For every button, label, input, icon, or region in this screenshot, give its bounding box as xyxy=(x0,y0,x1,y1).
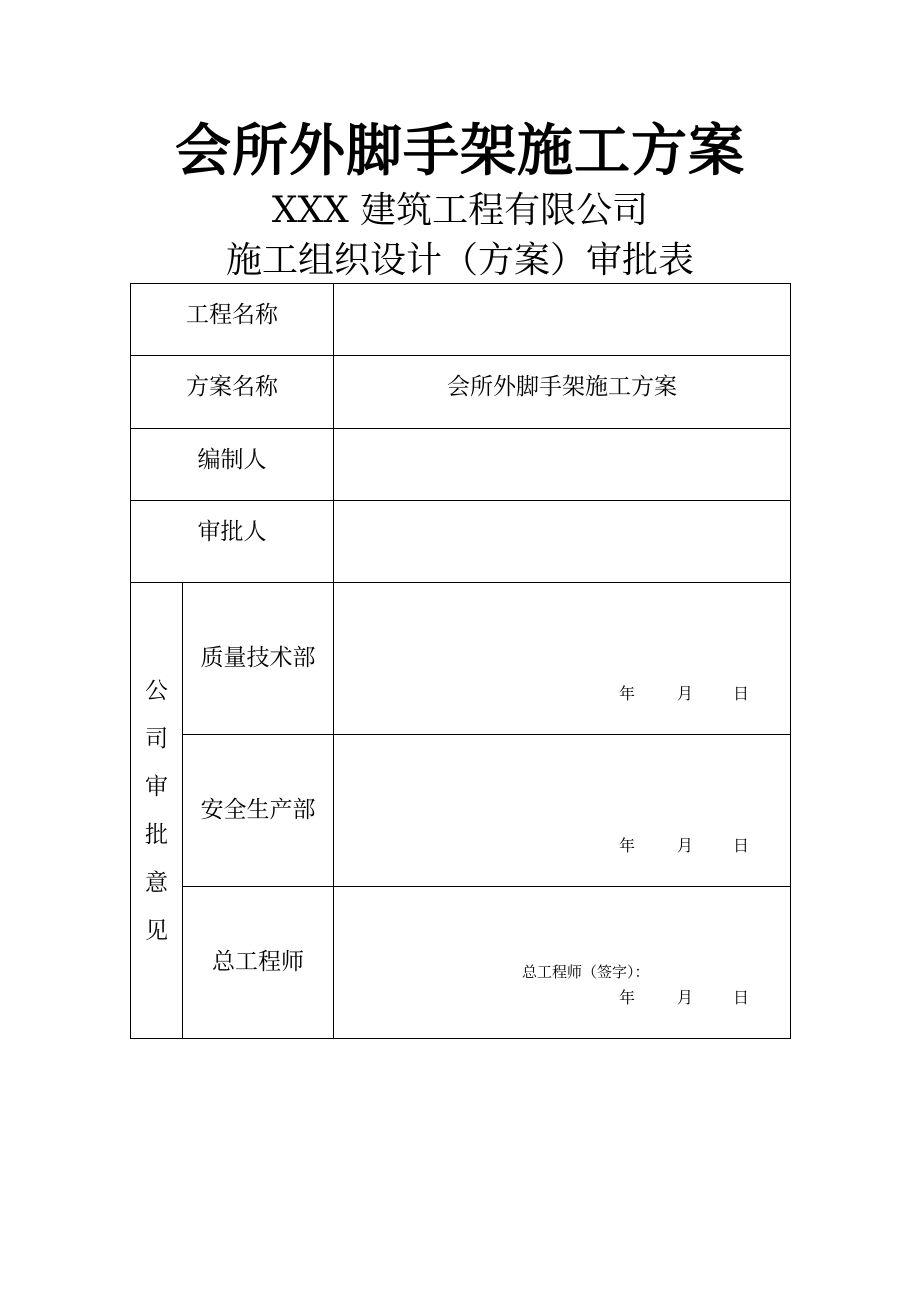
compiler-field[interactable] xyxy=(334,429,791,501)
approver-field[interactable] xyxy=(334,501,791,583)
approver-label: 审批人 xyxy=(131,501,334,583)
quality-dept-opinion[interactable] xyxy=(334,583,791,735)
quality-dept-row xyxy=(131,583,791,735)
company-opinion-label xyxy=(131,583,183,1039)
form-title: 施工组织设计（方案）审批表 xyxy=(225,240,694,281)
compiler-label: 编制人 xyxy=(131,429,334,501)
project-name-field[interactable] xyxy=(334,284,791,356)
company-opinion-char: 批 xyxy=(145,821,168,848)
plan-name-row xyxy=(131,356,791,429)
month-label: 月 xyxy=(677,836,694,855)
chief-engineer-label: 总工程师 xyxy=(183,887,334,1039)
year-label: 年 xyxy=(619,836,636,855)
day-label: 日 xyxy=(733,836,750,855)
chief-engineer-row xyxy=(131,887,791,1039)
safety-dept-label: 安全生产部 xyxy=(183,735,334,887)
safety-dept-opinion[interactable] xyxy=(334,735,791,887)
date-line xyxy=(619,833,749,856)
day-label: 日 xyxy=(733,988,750,1007)
company-opinion-char: 公 xyxy=(145,677,168,704)
year-label: 年 xyxy=(619,988,636,1007)
month-label: 月 xyxy=(677,988,694,1007)
year-label: 年 xyxy=(619,684,636,703)
month-label: 月 xyxy=(677,684,694,703)
approver-row xyxy=(131,501,791,583)
company-opinion-char: 意 xyxy=(145,869,168,896)
main-title: 会所外脚手架施工方案 xyxy=(175,118,745,184)
plan-name-field[interactable]: 会所外脚手架施工方案 xyxy=(334,356,791,429)
company-opinion-char: 司 xyxy=(145,725,168,752)
date-line xyxy=(619,985,749,1008)
company-opinion-char: 见 xyxy=(145,917,168,944)
company-opinion-char: 审 xyxy=(145,773,168,800)
chief-engineer-opinion[interactable] xyxy=(334,887,791,1039)
company-name: XXX 建筑工程有限公司 xyxy=(271,190,649,231)
approval-table xyxy=(130,283,791,1039)
plan-name-label: 方案名称 xyxy=(131,356,334,429)
signature-label: 总工程师（签字）： xyxy=(522,963,650,981)
compiler-row xyxy=(131,429,791,501)
project-name-row xyxy=(131,284,791,356)
day-label: 日 xyxy=(733,684,750,703)
project-name-label: 工程名称 xyxy=(131,284,334,356)
quality-dept-label: 质量技术部 xyxy=(183,583,334,735)
safety-dept-row xyxy=(131,735,791,887)
date-line xyxy=(619,681,749,704)
